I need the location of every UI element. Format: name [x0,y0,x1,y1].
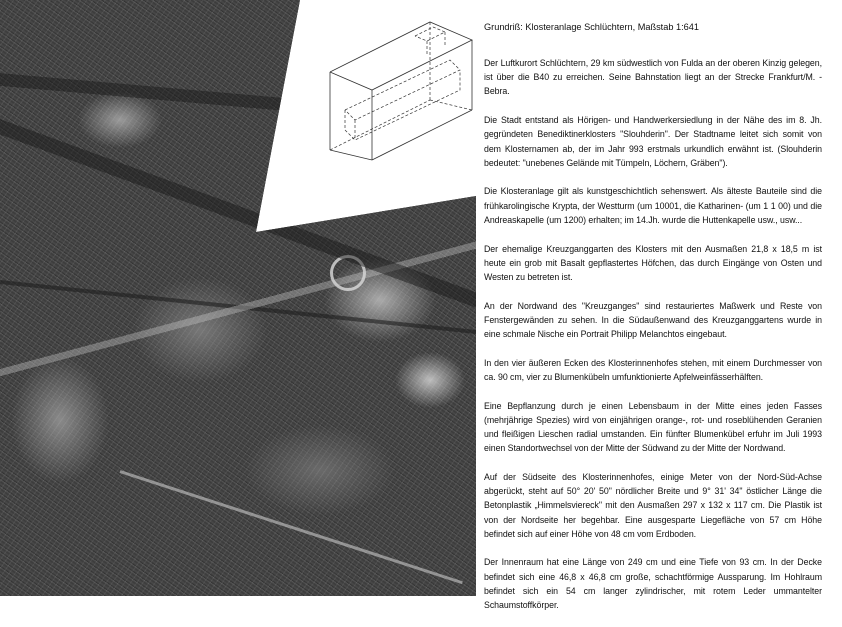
paragraph: Die Klosteranlage gilt als kunstgeschichtlich sehenswert. Als älteste Bauteile sind die frühkarolingische Krypta, der Westturm (um 10001, die Katharinen- (um 1 1 00) und die Andreaskapelle (um 1200) erhalten; im 14.Jh. wurde die Huttenkapelle usw., usw... [484,186,822,225]
paragraph: Eine Bepflanzung durch je einen Lebensbaum in der Mitte eines jeden Fasses (mehrjährige Spezies) wird von einjährigen orange-, rot- und roseblühenden Geranien und fleißigen Lieschen radial umstanden. Ein fünfter Blumenkübel erfuhr im Juli 1993 einen Standortwechsel von der Mitte der Südwand zu der Mitte der Nordwand. [484,400,822,454]
paragraph: Der ehemalige Kreuzganggarten des Klosters mit den Ausmaßen 21,8 x 18,5 m ist heute ein grob mit Basalt gepflastertes Höfchen, das durch Eingänge von Osten und Westen zu betreten ist. [484,243,822,282]
paragraph: Auf der Südseite des Klosterinnenhofes, einige Meter von der Nord-Süd-Achse abgerückt, steht auf 50° 20' 50" nördlicher Breite und 9° 31' 34" östlicher Länge die Betonplastik „Himmelsviereck" mit den Ausmaßen 297 x 132 x 117 cm. Die Plastik ist von der Nordseite her begehbar. Eine ausgesparte Liegefläche von 57 cm Höhe befindet sich auf einer Höhe von 48 cm vom Erdboden. [484,471,822,539]
sports-track [330,255,366,291]
paragraph: In den vier äußeren Ecken des Klosterinnenhofes stehen, mit einem Durchmesser von ca. 90 cm, vier zu Blumenkübeln umfunktionierte Apfelweinfässerhälften. [484,357,822,382]
paragraph: Der Luftkurort Schlüchtern, 29 km südwestlich von Fulda an der oberen Kinzig gelegen, ist über die B40 zu erreichen. Seine Bahnstation liegt an der Strecke Frankfurt/M. - Bebra. [484,58,822,97]
text-column [484,22,822,627]
paragraph: Der Innenraum hat eine Länge von 249 cm und eine Tiefe von 93 cm. In der Decke befindet sich eine 46,8 x 46,8 cm große, schachtförmige Aussparung. Im Hohlraum befindet sich ein 54 cm langer zylindrischer, mit rotem Leder ummantelter Schaumstoffkörper. [484,557,822,611]
paragraph: An der Nordwand des "Kreuzganges" sind restauriertes Maßwerk und Reste von Fenstergewänden zu sehen. In die Südaußenwand des Kreuzganggartens wurde in eine schmale Nische ein Portrait Philipp Melanchtos eingebaut. [484,300,822,340]
river-line [0,280,478,334]
isometric-box-drawing [300,12,480,162]
document-title: Grundriß: Klosteranlage Schlüchtern, Maßstab 1:641 [484,22,699,32]
paragraph: Die Stadt entstand als Hörigen- und Handwerkersiedlung in der Nähe des im 8. Jh. gegründeten Benediktinerklosters "Slouhderin". Der Stadtname leitet sich somit von dem Klosternamen ab, der im Jahr 993 erstmals urkundlich erwähnt ist. (Slouhderin bedeutet: "unebenes Gelände mit Tümpeln, Löchern, Gräben"). [484,115,822,168]
railway-line [120,470,463,584]
